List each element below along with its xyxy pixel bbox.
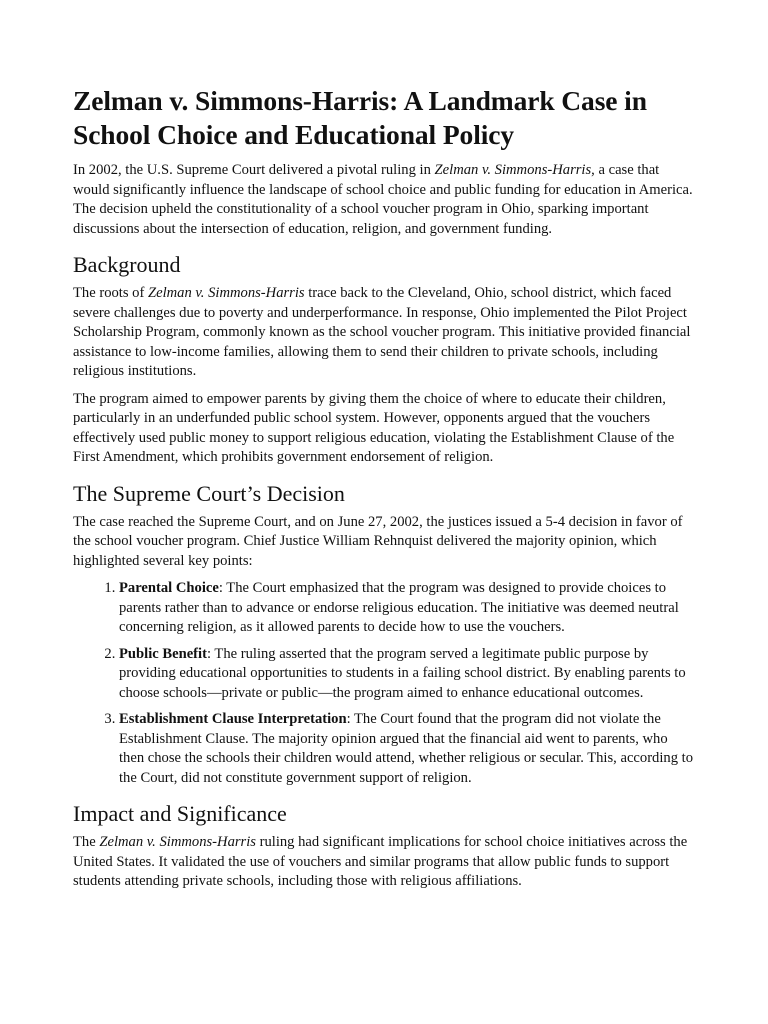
background-text-start: The roots of <box>73 285 148 301</box>
key-point-text: : The ruling asserted that the program served a legitimate public purpose by providing educational opportunities to students in a failing school district. By enabling parents to choose schools—private or public—the program aimed to enhance educational outcomes. <box>119 645 686 701</box>
key-point-public-benefit <box>119 645 695 704</box>
case-name: Zelman v. Simmons-Harris <box>99 834 256 850</box>
key-point-term: Public Benefit <box>119 645 207 662</box>
case-name: Zelman v. Simmons-Harris <box>434 162 592 178</box>
decision-paragraph: The case reached the Supreme Court, and on June 27, 2002, the justices issued a 5-4 decision in favor of the school voucher program. Chief Justice William Rehnquist delivered the majority opinion, which highlighted several key points: <box>73 513 683 569</box>
background-paragraph-1 <box>73 284 695 382</box>
key-point-text: : The Court found that the program did not violate the Establishment Clause. The majority opinion argued that the financial aid went to parents, who then chose the schools their children would attend, whether religious or secular. This, according to the Court, did not constitute government support of religion. <box>119 711 694 786</box>
page-title: Zelman v. Simmons-Harris: A Landmark Case in School Choice and Educational Policy <box>73 85 647 150</box>
key-point-parental-choice <box>119 579 695 638</box>
impact-heading: Impact and Significance <box>73 801 287 826</box>
impact-text-start: The <box>73 834 100 850</box>
key-point-term: Parental Choice <box>119 580 219 596</box>
case-name: Zelman v. Simmons-Harris <box>147 285 305 301</box>
key-point-establishment-clause <box>119 710 695 788</box>
background-text-end: trace back to the Cleveland, Ohio, school district, which faced severe challenges due to poverty and underperformance. In response, Ohio implemented the Pilot Project Scholarship Program, commonly known as the school voucher program. This initiative provided financial assistance to low-income families, allowing them to send their children to private schools, including religious institutions. <box>73 285 691 379</box>
intro-text-start: In 2002, the U.S. Supreme Court delivered a pivotal ruling in <box>73 162 435 178</box>
intro-text-end: , a case that would significantly influence the landscape of school choice and public funding for education in America. The decision upheld the constitutionality of a school voucher program in Ohio, sparking important discussions about the intersection of education, religion, and government funding. <box>73 162 693 237</box>
background-heading: Background <box>73 252 181 277</box>
decision-heading: The Supreme Court’s Decision <box>73 480 345 506</box>
key-point-term: Establishment Clause Interpretation <box>119 711 347 727</box>
intro-paragraph <box>73 161 695 239</box>
key-point-text: : The Court emphasized that the program was designed to provide choices to parents rather than to advance or endorse religious education. The initiative was deemed neutral concerning religion, as it allowed parents to decide how to use the vouchers. <box>119 580 679 635</box>
background-paragraph-2: The program aimed to empower parents by giving them the choice of where to educate their children, particularly in an underfunded public school system. However, opponents argued that the vouchers effectively used public money to support religious education, violating the Establishment Clause of the First Amendment, which prohibits government endorsement of religion. <box>73 390 675 465</box>
impact-paragraph <box>73 833 695 892</box>
impact-text-end: ruling had significant implications for school choice initiatives across the United States. It validated the use of vouchers and similar programs that allow public funds to support students attending private schools, including those with religious affiliations. <box>73 834 688 889</box>
key-points-list <box>73 579 695 788</box>
